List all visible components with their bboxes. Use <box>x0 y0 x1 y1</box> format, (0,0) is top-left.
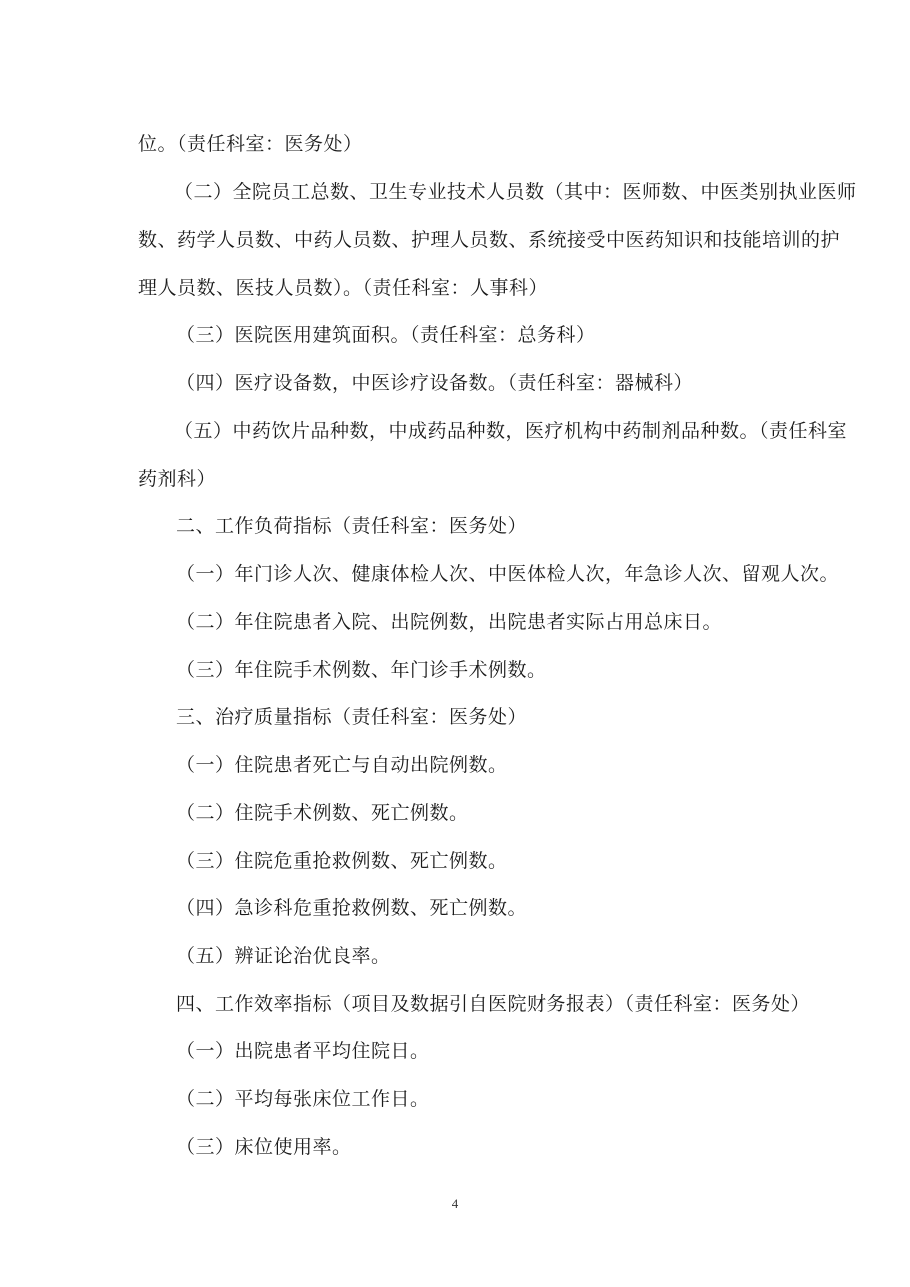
text-line: （四）医疗设备数，中医诊疗设备数。（责任科室：器械科） <box>176 372 694 394</box>
text-line: 数、药学人员数、中药人员数、护理人员数、系统接受中医药知识和技能培训的护 <box>138 229 841 251</box>
text-line: （三）住院危重抢救例数、死亡例数。 <box>176 850 508 872</box>
text-line: （三）床位使用率。 <box>176 1136 352 1158</box>
text-line: （三）医院医用建筑面积。（责任科室：总务科） <box>176 324 596 346</box>
text-line: 理人员数、医技人员数）。（责任科室：人事科） <box>138 277 549 299</box>
text-line: 药剂科） <box>138 468 217 490</box>
text-line: （一）出院患者平均住院日。 <box>176 1040 430 1062</box>
text-line: （五）中药饮片品种数，中成药品种数，医疗机构中药制剂品种数。（责任科室 <box>174 420 848 442</box>
text-line: （二）年住院患者入院、出院例数，出院患者实际占用总床日。 <box>176 611 723 633</box>
text-line: （二）住院手术例数、死亡例数。 <box>176 802 469 824</box>
text-line: 位。（责任科室：医务处） <box>138 133 363 155</box>
text-line: （一）住院患者死亡与自动出院例数。 <box>176 754 508 776</box>
text-line: （四）急诊科危重抢救例数、死亡例数。 <box>176 897 528 919</box>
text-line: （二）全院员工总数、卫生专业技术人员数（其中：医师数、中医类别执业医师 <box>174 181 857 203</box>
section-heading: 二、工作负荷指标（责任科室：医务处） <box>176 515 528 537</box>
text-line: （二）平均每张床位工作日。 <box>176 1088 430 1110</box>
text-line: （一）年门诊人次、健康体检人次、中医体检人次，年急诊人次、留观人次。 <box>176 563 840 585</box>
text-line: （三）年住院手术例数、年门诊手术例数。 <box>176 659 547 681</box>
text-line: （五）辨证论治优良率。 <box>176 945 391 967</box>
page-number: 4 <box>451 1196 459 1211</box>
section-heading: 四、工作效率指标（项目及数据引自医院财务报表）（责任科室：医务处） <box>176 993 811 1015</box>
section-heading: 三、治疗质量指标（责任科室：医务处） <box>176 706 528 728</box>
